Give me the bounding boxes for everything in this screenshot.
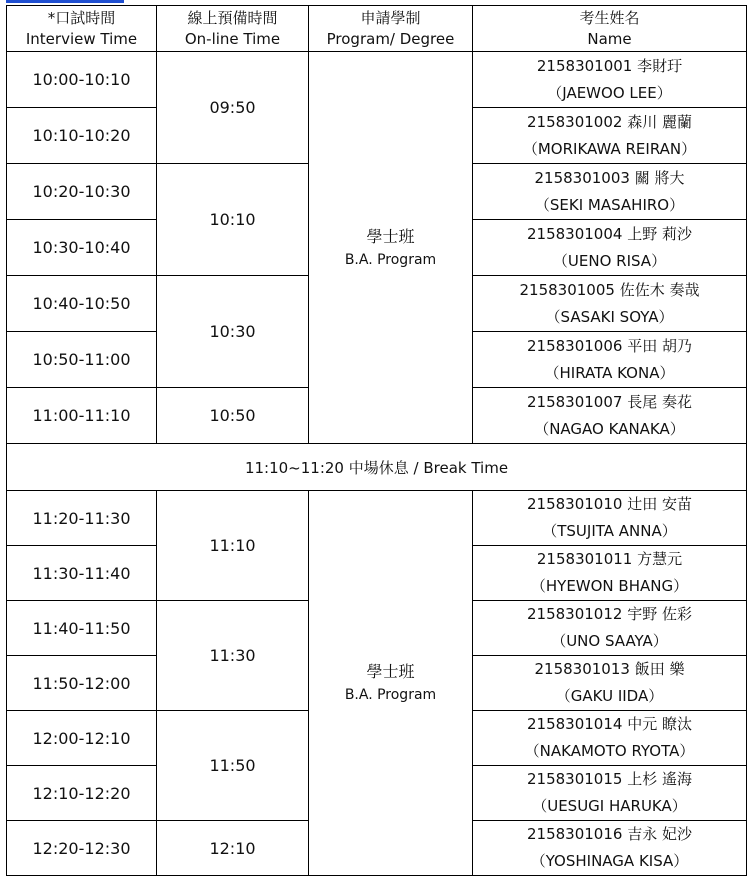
header-name-en: Name [587,29,632,48]
interview-time-cell: 10:30-10:40 [7,220,157,276]
program-zh: 學士班 [366,662,415,681]
interview-time-cell: 10:40-10:50 [7,276,157,332]
candidate-romaji: （GAKU IIDA） [555,687,664,705]
online-time-cell: 11:30 [157,601,309,711]
candidate-id-name: 2158301002 森川 麗蘭 [527,112,692,131]
header-program-en: Program/ Degree [326,29,455,48]
header-name [473,6,747,52]
interview-time-cell: 11:50-12:00 [7,656,157,711]
candidate-id-name: 2158301010 辻田 安苗 [527,495,692,513]
candidate-id-name: 2158301003 關 將大 [534,168,685,187]
interview-time-cell: 10:10-10:20 [7,108,157,164]
top-blue-mark-bar [6,0,124,3]
candidate-romaji: （UNO SAAYA） [551,632,668,650]
candidate-id-name: 2158301014 中元 瞭汰 [527,715,692,733]
header-online-time-zh: 線上預備時間 [187,8,278,27]
candidate-id-name: 2158301015 上杉 遙海 [527,770,692,788]
candidate-romaji: （YOSHINAGA KISA） [530,852,689,870]
program-zh: 學士班 [366,226,415,246]
interview-time-cell: 11:20-11:30 [7,491,157,546]
table-row [7,52,747,108]
candidate-romaji: （NAKAMOTO RYOTA） [524,742,695,760]
header-interview-time-zh: *口試時間 [47,8,116,27]
candidate-id-name: 2158301011 方慧元 [536,550,683,568]
interview-time-cell: 10:50-11:00 [7,332,157,388]
candidate-id-name: 2158301007 長尾 奏花 [527,392,692,411]
candidate-id-name: 2158301012 宇野 佐彩 [527,605,692,623]
candidate-id-name: 2158301016 吉永 妃沙 [527,825,692,843]
candidate-cell [473,491,747,546]
online-time-cell: 10:10 [157,164,309,276]
interview-time-cell: 10:00-10:10 [7,52,157,108]
header-online-time-en: On-line Time [184,29,281,48]
interview-time-cell: 12:00-12:10 [7,711,157,766]
candidate-id-name: 2158301005 佐佐木 奏哉 [519,280,700,299]
candidate-cell [473,52,747,108]
candidate-id-name: 2158301001 李財玗 [536,56,683,75]
header-program-zh: 申請學制 [360,8,421,27]
candidate-romaji: （SEKI MASAHIRO） [534,195,685,214]
program-cell [309,52,473,444]
candidate-cell [473,388,747,444]
online-time-cell: 10:50 [157,388,309,444]
table-row [7,491,747,546]
interview-schedule-table [6,5,747,876]
candidate-romaji: （MORIKAWA REIRAN） [522,139,697,158]
candidate-romaji: （HIRATA KONA） [544,363,675,382]
candidate-cell [473,332,747,388]
program-cell [309,491,473,876]
online-time-cell: 09:50 [157,52,309,164]
candidate-cell [473,276,747,332]
candidate-romaji: （HYEWON BHANG） [530,577,689,595]
interview-time-cell: 10:20-10:30 [7,164,157,220]
online-time-cell: 10:30 [157,276,309,388]
header-interview-time [7,6,157,52]
candidate-cell [473,164,747,220]
interview-time-cell: 11:40-11:50 [7,601,157,656]
break-time-label: 11:10~11:20 中場休息 / Break Time [7,444,747,491]
candidate-romaji: （TSUJITA ANNA） [542,522,677,540]
interview-time-cell: 12:20-12:30 [7,821,157,876]
candidate-id-name: 2158301006 平田 胡乃 [527,336,692,355]
candidate-id-name: 2158301004 上野 莉沙 [527,224,692,243]
header-name-zh: 考生姓名 [579,8,640,27]
candidate-cell [473,546,747,601]
break-row [7,444,747,491]
header-online-time [157,6,309,52]
header-interview-time-en: Interview Time [25,29,138,48]
candidate-romaji: （JAEWOO LEE） [547,83,672,102]
candidate-id-name: 2158301013 飯田 樂 [534,660,685,678]
program-en: B.A. Program [344,687,437,703]
candidate-cell [473,220,747,276]
program-en: B.A. Program [344,251,437,268]
online-time-cell: 11:10 [157,491,309,601]
candidate-romaji: （NAGAO KANAKA） [534,419,685,438]
candidate-romaji: （SASAKI SOYA） [545,307,674,326]
interview-time-cell: 11:00-11:10 [7,388,157,444]
candidate-cell [473,108,747,164]
online-time-cell: 11:50 [157,711,309,821]
online-time-cell: 12:10 [157,821,309,876]
candidate-cell [473,711,747,766]
candidate-cell [473,656,747,711]
interview-time-cell: 12:10-12:20 [7,766,157,821]
candidate-cell [473,821,747,876]
candidate-romaji: （UESUGI HARUKA） [532,797,687,815]
interview-time-cell: 11:30-11:40 [7,546,157,601]
candidate-cell [473,766,747,821]
header-program [309,6,473,52]
header-row [7,6,747,52]
candidate-romaji: （UENO RISA） [552,251,667,270]
candidate-cell [473,601,747,656]
